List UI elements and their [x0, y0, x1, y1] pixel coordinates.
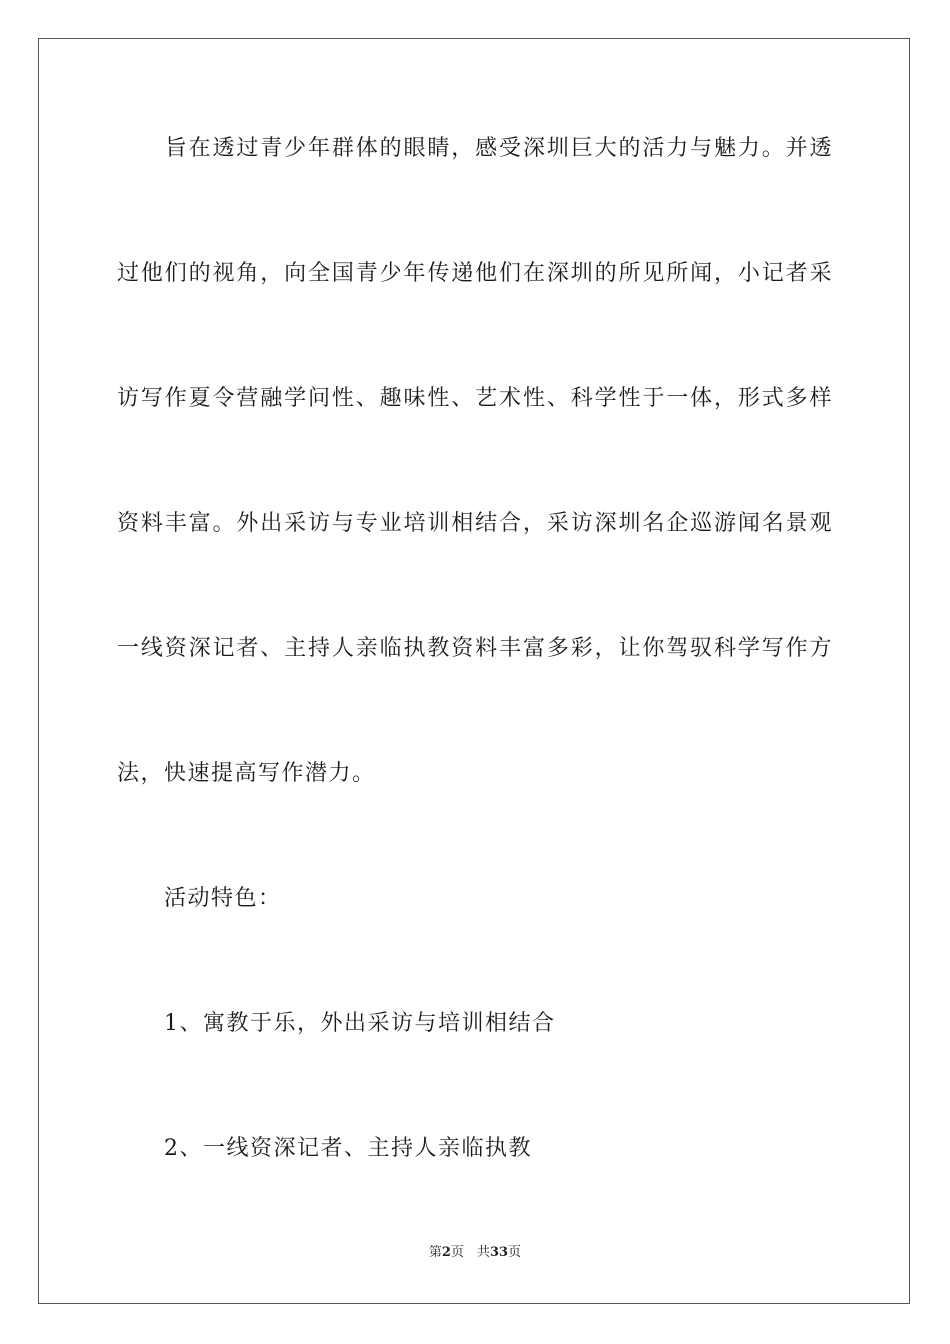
- paragraph-line-5: 一线资深记者、主持人亲临执教资料丰富多彩，让你驾驭科学写作方: [117, 636, 833, 661]
- paragraph-line-3: 访写作夏令营融学问性、趣味性、艺术性、科学性于一体，形式多样: [117, 386, 833, 411]
- list-item-1: 1、寓教于乐，外出采访与培训相结合: [117, 1011, 556, 1036]
- footer-total-prefix: 共: [476, 1245, 490, 1260]
- paragraph-line-1: 旨在透过青少年群体的眼睛，感受深圳巨大的活力与魅力。并透: [117, 136, 833, 161]
- section-heading-features: 活动特色：: [117, 886, 282, 911]
- paragraph-line-2: 过他们的视角，向全国青少年传递他们在深圳的所见所闻，小记者采: [117, 261, 833, 286]
- page-footer: [0, 1244, 950, 1262]
- paragraph-line-6: 法，快速提高写作潜力。: [117, 761, 376, 786]
- footer-total-suffix: 页: [508, 1245, 522, 1260]
- footer-page-prefix: 第: [428, 1245, 442, 1260]
- footer-page-number: 2: [441, 1245, 451, 1260]
- footer-page-suffix: 页: [450, 1245, 464, 1260]
- list-item-2: 2、一线资深记者、主持人亲临执教: [117, 1136, 532, 1161]
- page-border: [38, 38, 910, 1304]
- paragraph-line-4: 资料丰富。外出采访与专业培训相结合，采访深圳名企巡游闻名景观: [117, 511, 833, 536]
- footer-total-number: 33: [489, 1245, 509, 1260]
